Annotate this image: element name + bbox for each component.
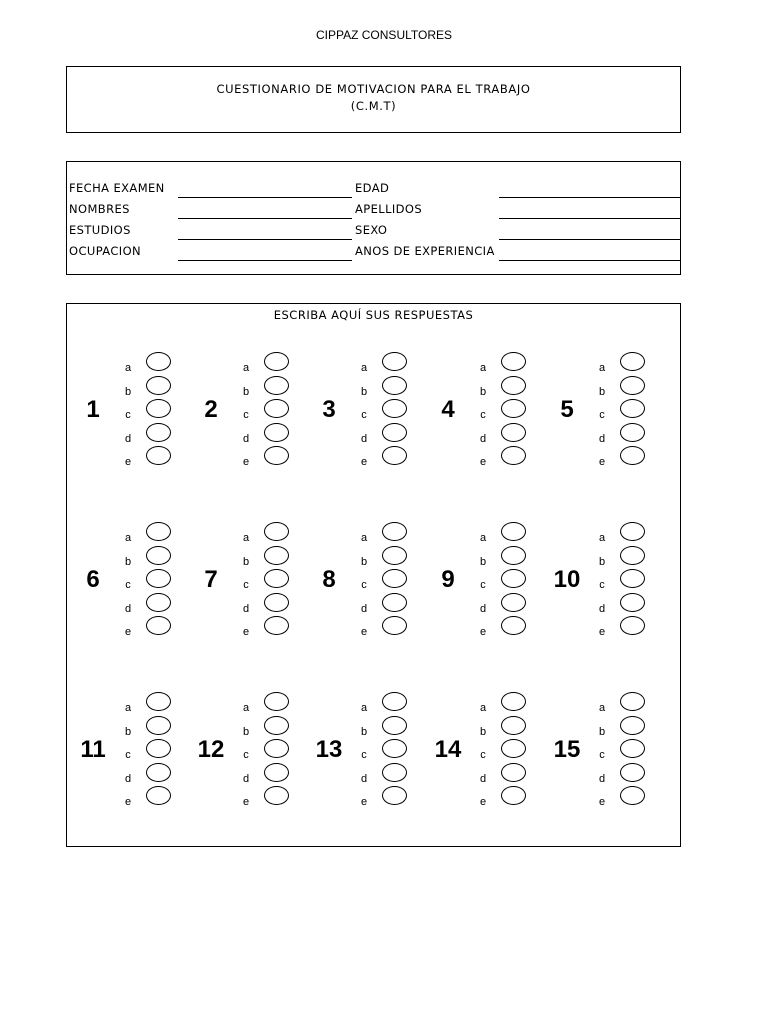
- option-letter: c: [599, 409, 605, 421]
- answer-bubble-q12-b[interactable]: [264, 716, 289, 735]
- label-apellidos: APELLIDOS: [355, 202, 423, 216]
- answer-bubble-q4-c[interactable]: [501, 399, 526, 418]
- option-letter: e: [360, 456, 368, 468]
- option-letter: b: [479, 725, 487, 738]
- question-number: 5: [560, 396, 574, 423]
- option-letter: d: [598, 602, 606, 615]
- field-fecha-examen[interactable]: [178, 197, 352, 198]
- answer-bubble-q12-a[interactable]: [264, 692, 289, 711]
- option-letter: a: [598, 362, 606, 374]
- answer-bubble-q8-e[interactable]: [382, 616, 407, 635]
- option-letter: d: [479, 602, 487, 615]
- option-letter: a: [124, 362, 132, 374]
- answer-bubble-q9-a[interactable]: [501, 522, 526, 541]
- answer-bubble-q10-e[interactable]: [620, 616, 645, 635]
- answer-bubble-q6-e[interactable]: [146, 616, 171, 635]
- answer-bubble-q8-b[interactable]: [382, 546, 407, 565]
- answer-bubble-q9-c[interactable]: [501, 569, 526, 588]
- answer-bubble-q14-c[interactable]: [501, 739, 526, 758]
- label-nombres: NOMBRES: [69, 202, 130, 216]
- answer-bubble-q13-c[interactable]: [382, 739, 407, 758]
- answer-bubble-q6-b[interactable]: [146, 546, 171, 565]
- option-letter: d: [124, 432, 132, 445]
- option-letter: b: [242, 725, 250, 738]
- answer-bubble-q13-b[interactable]: [382, 716, 407, 735]
- answer-bubble-q6-c[interactable]: [146, 569, 171, 588]
- option-letter: d: [242, 772, 250, 785]
- label-anos-experiencia: ANOS DE EXPERIENCIA: [355, 244, 495, 258]
- answer-bubble-q10-d[interactable]: [620, 593, 645, 612]
- question-number: 1: [86, 396, 100, 423]
- form-title: CUESTIONARIO DE MOTIVACION PARA EL TRABAJO: [216, 82, 531, 96]
- option-letter: d: [479, 432, 487, 445]
- answer-bubble-q11-c[interactable]: [146, 739, 171, 758]
- option-letter: d: [360, 772, 368, 785]
- question-number: 3: [322, 396, 336, 423]
- answer-sheet-title: ESCRIBA AQUÍ SUS RESPUESTAS: [273, 308, 474, 322]
- answer-bubble-q14-b[interactable]: [501, 716, 526, 735]
- option-letter: c: [480, 579, 486, 591]
- option-letter: e: [360, 796, 368, 808]
- option-letter: b: [360, 385, 368, 398]
- answer-sheet-box: [66, 303, 681, 847]
- question-number: 8: [322, 566, 336, 593]
- answer-bubble-q2-a[interactable]: [264, 352, 289, 371]
- answer-bubble-q5-b[interactable]: [620, 376, 645, 395]
- option-letter: b: [360, 725, 368, 738]
- answer-bubble-q7-b[interactable]: [264, 546, 289, 565]
- option-letter: e: [479, 796, 487, 808]
- answer-bubble-q2-c[interactable]: [264, 399, 289, 418]
- answer-bubble-q10-b[interactable]: [620, 546, 645, 565]
- answer-bubble-q7-c[interactable]: [264, 569, 289, 588]
- option-letter: c: [599, 749, 605, 761]
- option-letter: e: [124, 796, 132, 808]
- answer-bubble-q1-a[interactable]: [146, 352, 171, 371]
- option-letter: a: [360, 702, 368, 714]
- answer-bubble-q8-a[interactable]: [382, 522, 407, 541]
- option-letter: c: [243, 409, 249, 421]
- option-letter: e: [124, 456, 132, 468]
- option-letter: a: [124, 702, 132, 714]
- form-subtitle: (C.M.T): [350, 99, 397, 113]
- answer-bubble-q15-d[interactable]: [620, 763, 645, 782]
- option-letter: c: [243, 749, 249, 761]
- answer-bubble-q6-d[interactable]: [146, 593, 171, 612]
- option-letter: d: [598, 772, 606, 785]
- option-letter: c: [361, 579, 367, 591]
- answer-bubble-q9-b[interactable]: [501, 546, 526, 565]
- question-number: 13: [315, 736, 343, 763]
- option-letter: e: [360, 626, 368, 638]
- answer-bubble-q1-e[interactable]: [146, 446, 171, 465]
- answer-bubble-q3-b[interactable]: [382, 376, 407, 395]
- label-edad: EDAD: [355, 181, 390, 195]
- answer-bubble-q1-c[interactable]: [146, 399, 171, 418]
- option-letter: a: [242, 702, 250, 714]
- option-letter: e: [242, 796, 250, 808]
- answer-bubble-q4-d[interactable]: [501, 423, 526, 442]
- option-letter: d: [124, 772, 132, 785]
- answer-bubble-q14-a[interactable]: [501, 692, 526, 711]
- question-number: 2: [204, 396, 218, 423]
- answer-bubble-q6-a[interactable]: [146, 522, 171, 541]
- answer-bubble-q5-a[interactable]: [620, 352, 645, 371]
- label-ocupacion: OCUPACION: [69, 244, 142, 258]
- question-number: 11: [80, 736, 106, 763]
- option-letter: e: [124, 626, 132, 638]
- option-letter: a: [242, 362, 250, 374]
- answer-bubble-q5-d[interactable]: [620, 423, 645, 442]
- answer-bubble-q8-d[interactable]: [382, 593, 407, 612]
- option-letter: a: [360, 362, 368, 374]
- company-header: CIPPAZ CONSULTORES: [315, 28, 453, 42]
- option-letter: e: [598, 456, 606, 468]
- option-letter: c: [480, 409, 486, 421]
- question-number: 15: [553, 736, 581, 763]
- option-letter: d: [124, 602, 132, 615]
- option-letter: e: [242, 626, 250, 638]
- answer-bubble-q15-c[interactable]: [620, 739, 645, 758]
- answer-bubble-q10-a[interactable]: [620, 522, 645, 541]
- field-anos-experiencia[interactable]: [499, 260, 681, 261]
- field-apellidos[interactable]: [499, 218, 681, 219]
- field-ocupacion[interactable]: [178, 260, 352, 261]
- option-letter: c: [243, 579, 249, 591]
- option-letter: c: [125, 579, 131, 591]
- option-letter: b: [124, 725, 132, 738]
- option-letter: c: [361, 409, 367, 421]
- answer-bubble-q13-a[interactable]: [382, 692, 407, 711]
- question-number: 10: [553, 566, 581, 593]
- field-sexo[interactable]: [499, 239, 681, 240]
- option-letter: a: [479, 362, 487, 374]
- answer-bubble-q14-e[interactable]: [501, 786, 526, 805]
- option-letter: a: [598, 532, 606, 544]
- option-letter: b: [598, 725, 606, 738]
- answer-bubble-q5-c[interactable]: [620, 399, 645, 418]
- option-letter: d: [360, 602, 368, 615]
- option-letter: d: [242, 432, 250, 445]
- option-letter: c: [361, 749, 367, 761]
- option-letter: b: [598, 385, 606, 398]
- answer-bubble-q2-e[interactable]: [264, 446, 289, 465]
- answer-bubble-q8-c[interactable]: [382, 569, 407, 588]
- answer-bubble-q14-d[interactable]: [501, 763, 526, 782]
- answer-bubble-q11-e[interactable]: [146, 786, 171, 805]
- option-letter: b: [479, 385, 487, 398]
- answer-bubble-q3-a[interactable]: [382, 352, 407, 371]
- title-box: [66, 66, 681, 133]
- field-nombres[interactable]: [178, 218, 352, 219]
- answer-bubble-q12-d[interactable]: [264, 763, 289, 782]
- option-letter: b: [479, 555, 487, 568]
- label-fecha-examen: FECHA EXAMEN: [69, 181, 165, 195]
- answer-bubble-q3-e[interactable]: [382, 446, 407, 465]
- answer-bubble-q3-c[interactable]: [382, 399, 407, 418]
- option-letter: c: [125, 409, 131, 421]
- field-estudios[interactable]: [178, 239, 352, 240]
- answer-bubble-q13-e[interactable]: [382, 786, 407, 805]
- option-letter: a: [360, 532, 368, 544]
- answer-bubble-q2-b[interactable]: [264, 376, 289, 395]
- option-letter: a: [479, 702, 487, 714]
- option-letter: a: [124, 532, 132, 544]
- answer-bubble-q15-a[interactable]: [620, 692, 645, 711]
- answer-bubble-q11-d[interactable]: [146, 763, 171, 782]
- label-estudios: ESTUDIOS: [69, 223, 131, 237]
- option-letter: d: [360, 432, 368, 445]
- option-letter: b: [124, 385, 132, 398]
- option-letter: b: [124, 555, 132, 568]
- option-letter: d: [242, 602, 250, 615]
- option-letter: c: [599, 579, 605, 591]
- option-letter: e: [242, 456, 250, 468]
- option-letter: d: [479, 772, 487, 785]
- answer-bubble-q1-b[interactable]: [146, 376, 171, 395]
- option-letter: e: [598, 626, 606, 638]
- answer-bubble-q2-d[interactable]: [264, 423, 289, 442]
- option-letter: b: [360, 555, 368, 568]
- option-letter: b: [598, 555, 606, 568]
- question-number: 4: [441, 396, 455, 423]
- answer-bubble-q3-d[interactable]: [382, 423, 407, 442]
- option-letter: b: [242, 555, 250, 568]
- answer-bubble-q11-a[interactable]: [146, 692, 171, 711]
- answer-bubble-q10-c[interactable]: [620, 569, 645, 588]
- answer-bubble-q15-e[interactable]: [620, 786, 645, 805]
- answer-bubble-q11-b[interactable]: [146, 716, 171, 735]
- answer-bubble-q9-e[interactable]: [501, 616, 526, 635]
- option-letter: e: [479, 456, 487, 468]
- answer-bubble-q4-b[interactable]: [501, 376, 526, 395]
- question-number: 12: [197, 736, 225, 763]
- option-letter: c: [480, 749, 486, 761]
- answer-bubble-q7-e[interactable]: [264, 616, 289, 635]
- option-letter: e: [479, 626, 487, 638]
- question-number: 7: [204, 566, 218, 593]
- personal-info-box: [66, 161, 681, 275]
- question-number: 6: [86, 566, 100, 593]
- option-letter: b: [242, 385, 250, 398]
- answer-bubble-q13-d[interactable]: [382, 763, 407, 782]
- answer-bubble-q5-e[interactable]: [620, 446, 645, 465]
- question-number: 9: [441, 566, 455, 593]
- option-letter: d: [598, 432, 606, 445]
- answer-bubble-q4-e[interactable]: [501, 446, 526, 465]
- answer-bubble-q1-d[interactable]: [146, 423, 171, 442]
- answer-bubble-q9-d[interactable]: [501, 593, 526, 612]
- answer-bubble-q15-b[interactable]: [620, 716, 645, 735]
- option-letter: a: [598, 702, 606, 714]
- option-letter: e: [598, 796, 606, 808]
- answer-bubble-q7-d[interactable]: [264, 593, 289, 612]
- question-number: 14: [434, 736, 462, 763]
- label-sexo: SEXO: [355, 223, 388, 237]
- field-edad[interactable]: [499, 197, 681, 198]
- answer-bubble-q7-a[interactable]: [264, 522, 289, 541]
- answer-bubble-q12-c[interactable]: [264, 739, 289, 758]
- answer-bubble-q4-a[interactable]: [501, 352, 526, 371]
- option-letter: a: [242, 532, 250, 544]
- option-letter: c: [125, 749, 131, 761]
- option-letter: a: [479, 532, 487, 544]
- answer-bubble-q12-e[interactable]: [264, 786, 289, 805]
